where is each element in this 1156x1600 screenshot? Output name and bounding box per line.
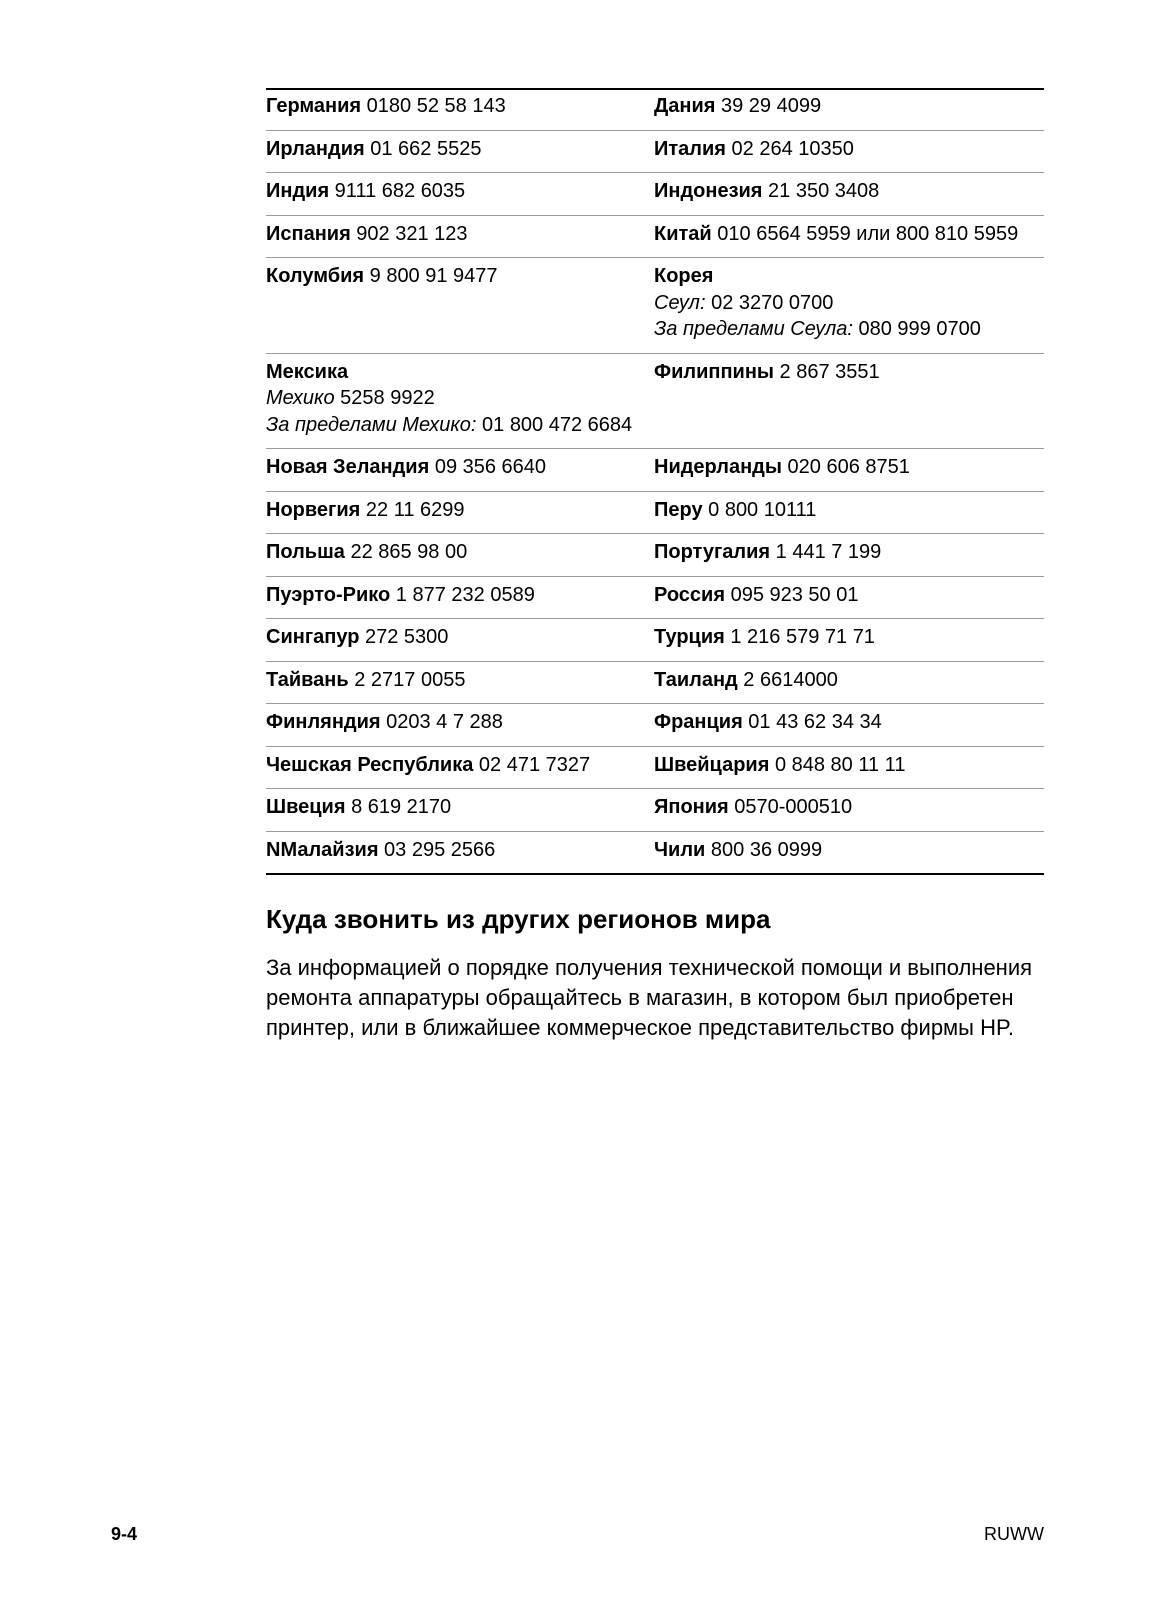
country-name: Россия <box>654 583 726 606</box>
sub-region-line <box>266 412 646 439</box>
country-cell <box>654 353 1044 449</box>
phone-number: 9111 682 6035 <box>329 180 466 202</box>
table-row <box>266 449 1044 492</box>
phone-number: 0570-000510 <box>728 796 853 818</box>
sub-region-line <box>654 316 1036 343</box>
country-cell <box>266 215 654 258</box>
phone-number: 0 848 80 11 11 <box>769 753 906 776</box>
phone-number: 01 662 5525 <box>364 137 482 160</box>
country-name: NМалайзия <box>266 838 379 861</box>
phone-number: 01 43 62 34 34 <box>742 711 882 733</box>
country-cell <box>654 831 1044 874</box>
country-cell <box>266 130 654 173</box>
country-name: Корея <box>654 265 714 287</box>
country-name: Польша <box>266 541 345 563</box>
country-cell <box>654 746 1044 789</box>
country-name: Япония <box>654 796 729 818</box>
country-cell <box>266 661 654 704</box>
country-name: Германия <box>266 95 362 117</box>
page-content <box>266 88 1044 1043</box>
phone-number: 03 295 2566 <box>378 838 496 861</box>
country-name: Тайвань <box>266 668 349 691</box>
country-cell <box>266 89 654 130</box>
phone-number: 095 923 50 01 <box>725 583 859 606</box>
country-cell <box>266 619 654 662</box>
country-cell <box>654 491 1044 534</box>
phone-number: 902 321 123 <box>350 222 468 245</box>
support-phone-table <box>266 88 1044 875</box>
phone-number: 02 264 10350 <box>725 137 854 160</box>
country-name: Италия <box>654 137 726 160</box>
country-name: Чили <box>654 838 706 861</box>
country-cell <box>654 449 1044 492</box>
phone-number: 2 2717 0055 <box>348 668 466 691</box>
phone-number: 9 800 91 9477 <box>364 265 498 287</box>
phone-number: 2 6614000 <box>737 668 838 691</box>
sub-region-line <box>654 290 1036 317</box>
phone-number: 39 29 4099 <box>715 95 822 117</box>
sub-region-number: 5258 9922 <box>334 387 435 409</box>
country-cell <box>266 353 654 449</box>
table-row <box>266 661 1044 704</box>
country-name: Турция <box>654 626 725 648</box>
country-name: Нидерланды <box>654 456 782 478</box>
country-cell <box>654 704 1044 747</box>
phone-number: 020 606 8751 <box>781 456 910 478</box>
country-name: Индонезия <box>654 180 763 202</box>
country-name: Филиппины <box>654 360 774 383</box>
country-name: Индия <box>266 180 330 202</box>
country-cell <box>266 789 654 832</box>
table-row <box>266 258 1044 354</box>
page-number: 9-4 <box>111 1524 138 1544</box>
sub-region-number: 02 3270 0700 <box>705 291 834 314</box>
phone-number: 21 350 3408 <box>762 180 880 202</box>
country-name: Чешская Республика <box>266 753 474 776</box>
sub-region-label: Сеул: <box>654 291 706 314</box>
country-cell <box>266 831 654 874</box>
sub-region-label: За пределами Мехико: <box>266 413 477 436</box>
country-name: Ирландия <box>266 137 365 160</box>
country-name: Пуэрто-Рико <box>266 583 391 606</box>
country-cell <box>266 173 654 216</box>
table-row <box>266 746 1044 789</box>
country-name: Норвегия <box>266 498 361 521</box>
sub-region-label: Мехико <box>266 387 335 409</box>
country-name: Новая Зеландия <box>266 456 430 478</box>
country-name: Финляндия <box>266 711 381 733</box>
country-cell <box>266 534 654 577</box>
country-name: Колумбия <box>266 265 365 287</box>
country-name: Сингапур <box>266 626 360 648</box>
country-name: Дания <box>654 95 716 117</box>
country-cell <box>654 173 1044 216</box>
country-name: Перу <box>654 498 703 521</box>
sub-region-number: 080 999 0700 <box>852 318 981 340</box>
country-cell <box>654 215 1044 258</box>
sub-region-label: За пределами Сеула: <box>654 318 853 340</box>
country-cell <box>654 130 1044 173</box>
phone-number: 272 5300 <box>359 626 449 648</box>
phone-number: 02 471 7327 <box>473 753 591 776</box>
table-row <box>266 534 1044 577</box>
country-cell <box>654 576 1044 619</box>
phone-number: 8 619 2170 <box>345 796 452 818</box>
table-row <box>266 789 1044 832</box>
section-heading: Куда звонить из других регионов мира <box>266 904 771 934</box>
sub-region-number: 01 800 472 6684 <box>476 413 633 436</box>
phone-number: 1 877 232 0589 <box>390 583 535 606</box>
table-row <box>266 130 1044 173</box>
country-name: Испания <box>266 222 351 245</box>
phone-number: 0203 4 7 288 <box>380 711 503 733</box>
country-name: Таиланд <box>654 668 738 691</box>
section-body: За информацией о порядке получения технической помощи и выполнения ремонта аппаратуры обращайтесь в магазин, в котором был приобретен принтер, или в ближайшее коммерческое представительство фирмы HP. <box>266 955 1033 1040</box>
phone-number: 1 216 579 71 71 <box>724 626 875 648</box>
sub-region-line <box>266 385 646 412</box>
country-cell <box>266 704 654 747</box>
country-cell <box>654 661 1044 704</box>
phone-number: 2 867 3551 <box>773 360 880 383</box>
phone-number: 22 11 6299 <box>360 498 465 521</box>
table-row <box>266 89 1044 130</box>
table-row <box>266 491 1044 534</box>
table-row <box>266 831 1044 874</box>
country-name: Португалия <box>654 541 771 563</box>
phone-number: 1 441 7 199 <box>770 541 882 563</box>
phone-number: 800 36 0999 <box>705 838 823 861</box>
country-cell <box>266 258 654 354</box>
country-cell <box>654 89 1044 130</box>
country-name: Китай <box>654 222 712 245</box>
country-cell <box>654 619 1044 662</box>
table-row <box>266 353 1044 449</box>
phone-number: 22 865 98 00 <box>344 541 468 563</box>
table-row <box>266 704 1044 747</box>
country-cell <box>266 491 654 534</box>
table-row <box>266 215 1044 258</box>
country-cell <box>266 746 654 789</box>
country-name: Швеция <box>266 796 346 818</box>
country-cell <box>654 534 1044 577</box>
country-name: Мексика <box>266 360 349 383</box>
table-row <box>266 576 1044 619</box>
phone-number: 0180 52 58 143 <box>361 95 506 117</box>
country-cell <box>266 576 654 619</box>
country-cell <box>654 789 1044 832</box>
document-code: RUWW <box>984 1524 1044 1544</box>
phone-number: 010 6564 5959 или 800 810 5959 <box>711 222 1019 245</box>
country-cell <box>266 449 654 492</box>
table-row <box>266 173 1044 216</box>
phone-number: 09 356 6640 <box>429 456 547 478</box>
country-cell <box>654 258 1044 354</box>
phone-number: 0 800 10111 <box>702 498 817 521</box>
table-row <box>266 619 1044 662</box>
country-name: Франция <box>654 711 743 733</box>
country-name: Швейцария <box>654 753 770 776</box>
